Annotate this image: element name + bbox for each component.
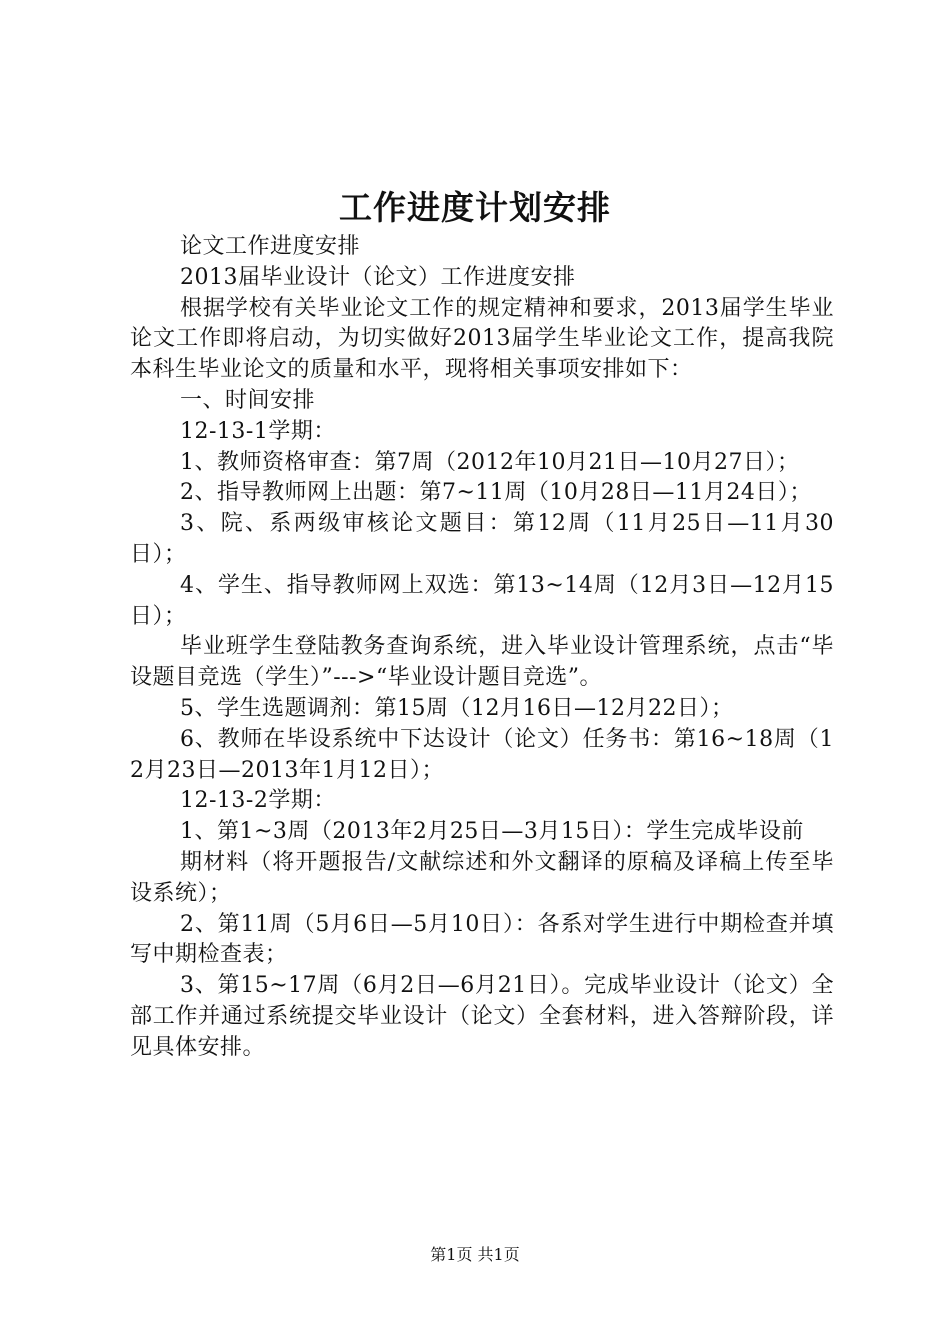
paragraph-7: 2、指导教师网上出题：第7~11周（10月28日—11月24日）； <box>180 480 812 506</box>
document-title: 工作进度计划安排 <box>339 188 611 227</box>
paragraph-1: 论文工作进度安排 <box>180 234 361 259</box>
document-body <box>130 232 834 1064</box>
paragraph-10: 毕业班学生登陆教务查询系统，进入毕业设计管理系统，点击“毕设题目竞选（学生）”--->“毕业设计题目竞选”。 <box>130 634 834 691</box>
paragraph-12: 6、教师在毕设系统中下达设计（论文）任务书：第16~18周（12月23日—2013年1月12日）； <box>130 726 834 783</box>
paragraph-14: 1、第1~3周（2013年2月25日—3月15日）：学生完成毕设前 <box>180 819 804 845</box>
page-footer: 第1页 共1页 <box>430 1245 520 1264</box>
paragraph-15: 期材料（将开题报告/文献综述和外文翻译的原稿及译稿上传至毕设系统）； <box>130 849 834 906</box>
paragraph-6: 1、教师资格审查：第7周（2012年10月21日—10月27日）； <box>180 449 800 475</box>
paragraph-17: 3、第15~17周（6月2日—6月21日）。完成毕业设计（论文）全部工作并通过系统提交毕业设计（论文）全套材料，进入答辩阶段，详见具体安排。 <box>130 973 834 1060</box>
paragraph-11: 5、学生选题调剂：第15周（12月16日—12月22日）； <box>180 695 734 721</box>
paragraph-9: 4、学生、指导教师网上双选：第13~14周（12月3日—12月15日）； <box>130 572 834 629</box>
paragraph-13: 12-13-2学期： <box>180 788 336 814</box>
paragraph-3: 根据学校有关毕业论文工作的规定精神和要求，2013届学生毕业论文工作即将启动，为切实做好2013届学生毕业论文工作，提高我院本科生毕业论文的质量和水平，现将相关事项安排如下： <box>130 295 834 383</box>
paragraph-5: 12-13-1学期： <box>180 418 336 444</box>
paragraph-2: 2013届毕业设计（论文）工作进度安排 <box>180 264 576 290</box>
paragraph-16: 2、第11周（5月6日—5月10日）：各系对学生进行中期检查并填写中期检查表； <box>130 911 834 968</box>
paragraph-8: 3、院、系两级审核论文题目：第12周（11月25日—11月30日）； <box>130 511 834 567</box>
paragraph-4: 一、时间安排 <box>180 387 316 413</box>
